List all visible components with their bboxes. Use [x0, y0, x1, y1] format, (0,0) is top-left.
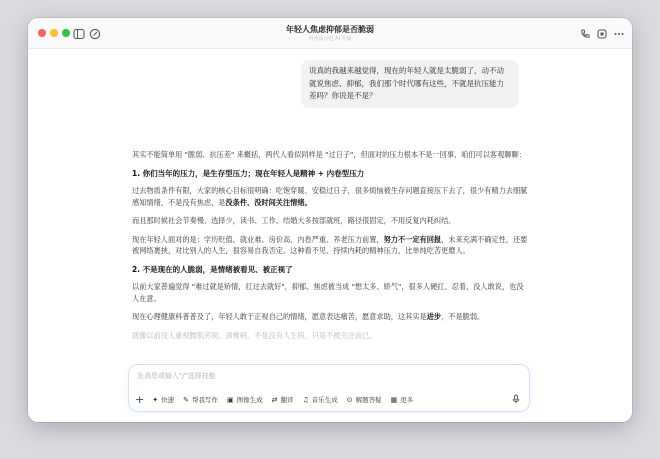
answer-intro: 其实不能简单用 "脆弱、抗压差" 来概括，两代人看似同样是 "过日子"，但面对的压力根本不是一回事，咱们可以客观聊聊： — [132, 150, 526, 159]
more-icon[interactable] — [612, 26, 626, 40]
mic-icon[interactable] — [511, 394, 521, 406]
app-window — [28, 18, 632, 422]
tool-fast[interactable] — [152, 395, 174, 404]
tool-label: 音乐生成 — [311, 396, 338, 404]
sparkle-icon: ✦ — [152, 395, 159, 404]
answer-bold-text: 努力不一定有回报 — [383, 234, 442, 244]
message-composer[interactable] — [128, 364, 530, 412]
add-attachment-button[interactable]: + — [135, 393, 145, 406]
tool-label: 翻译 — [280, 396, 294, 404]
phone-icon[interactable] — [578, 26, 592, 40]
answer-heading-2: 2. 不是现在的人脆弱，是情绪被看见、被正视了 — [132, 264, 293, 274]
solve-icon: ⊙ — [346, 395, 353, 404]
title-bar — [28, 18, 632, 49]
image-icon: ▣ — [226, 395, 234, 404]
answer-text: ，不是脆弱。 — [441, 312, 485, 321]
music-icon: ♫ — [302, 395, 309, 404]
translate-icon: ⇄ — [271, 395, 278, 404]
tool-label: 图像生成 — [236, 396, 263, 404]
answer-bold-text: 进步 — [426, 312, 442, 321]
answer-paragraph-6: 就像以前没人重视腰肌劳损、颈椎病，不是没有人生病，只是不被关注而已。 — [132, 330, 377, 340]
answer-paragraph-5 — [132, 311, 528, 323]
tool-label: 快速 — [161, 396, 175, 404]
pen-icon: ✎ — [183, 395, 189, 404]
tool-more[interactable] — [391, 395, 414, 404]
answer-bold-text: 没条件、没时间关注情绪。 — [225, 197, 312, 207]
grid-icon: ▦ — [390, 395, 398, 404]
message-input[interactable]: 发消息或输入"/"选择技能 — [137, 372, 216, 380]
answer-paragraph-2: 而且那时候社会节奏慢、选择少，读书、工作、结婚大多按部就班，路径很固定，不用反复内耗纠结。 — [132, 216, 456, 225]
answer-text: 现在年轻人面对的是：学历贬值、就业难、房价高、内卷严重、养老压力前置， — [132, 234, 384, 244]
share-icon[interactable] — [595, 26, 609, 40]
assistant-answer — [132, 149, 528, 348]
composer-toolbar — [135, 393, 422, 406]
answer-paragraph-3 — [132, 234, 528, 257]
answer-text: ，未来充满不确定性，还要被网络裹挟，对比别人的人生，很容易自我否定。这种看不见、持续内耗的精神压力，比单纯吃苦更磨人。 — [132, 234, 528, 255]
tool-label: 帮我写作 — [191, 396, 218, 404]
tool-label: 更多 — [400, 396, 414, 404]
user-message-bubble: 说真的我越来越觉得，现在的年轻人就是太脆弱了，动不动就说焦虑、抑郁，我们那个时代哪有这些，不就是抗压能力差吗？你说是不是？ — [301, 60, 519, 108]
chat-content[interactable] — [28, 49, 632, 379]
tool-label: 解题答疑 — [355, 396, 382, 404]
answer-paragraph-4: 以前大家普遍觉得 "难过就是矫情，扛过去就好"，抑郁、焦虑被当成 "想太多、娇气"，很多人硬扛、忍着，没人敢说，也没人在意。 — [132, 282, 524, 303]
answer-text: 过去物质条件有限，大家的核心目标很明确：吃饱穿暖、安稳过日子，很多烦恼被生存问题直接压下去了，很少有精力去细腻感知情绪，不是没有焦虑，是 — [132, 186, 528, 207]
tool-translate[interactable] — [272, 395, 294, 404]
tool-image[interactable] — [227, 395, 263, 404]
window-title: 年轻人焦虑抑郁是否脆弱 — [286, 25, 374, 34]
answer-paragraph-1 — [132, 185, 528, 208]
window-subtitle: 内容由豆包 AI 生成 — [308, 36, 352, 42]
answer-text: 现在心理健康科普普及了，年轻人敢于正视自己的情绪，愿意表达痛苦，愿意求助，这其实是 — [132, 312, 427, 321]
answer-heading-1: 1. 你们当年的压力，是生存型压力；现在年轻人是精神 + 内卷型压力 — [132, 168, 365, 178]
tool-music[interactable] — [302, 395, 337, 404]
tool-writing[interactable] — [183, 395, 218, 404]
tool-solve[interactable] — [347, 395, 382, 404]
